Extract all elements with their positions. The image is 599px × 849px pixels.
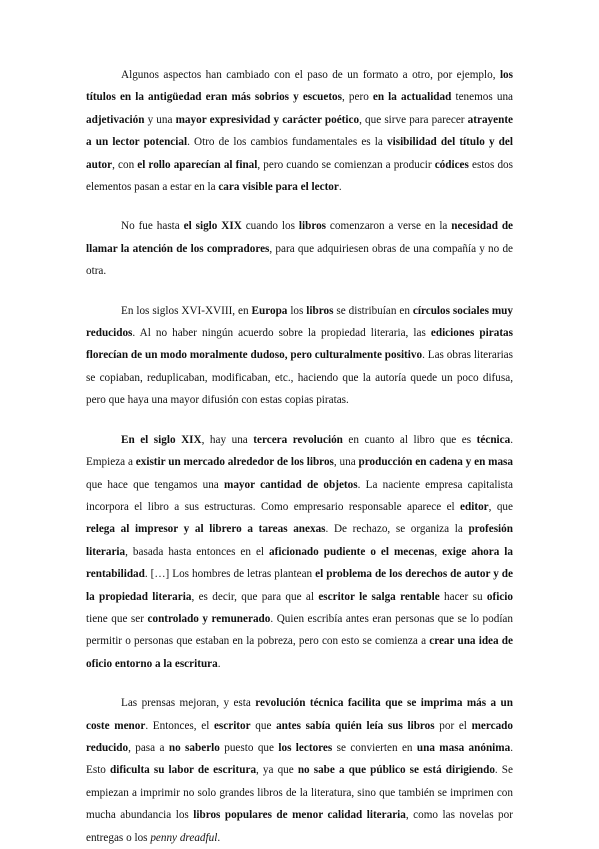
text-run: . De rechazo, se organiza la xyxy=(325,523,469,536)
bold-text: técnica xyxy=(476,433,511,446)
text-run: cuando los xyxy=(241,220,299,233)
bold-text: escritor le salga rentable xyxy=(318,590,440,603)
text-run: . xyxy=(338,181,342,194)
bold-text: tercera revolución xyxy=(253,433,343,446)
text-run: . xyxy=(217,831,221,844)
bold-text: antes sabía quién leía sus libros xyxy=(276,719,435,732)
text-run: que hace que tengamos una xyxy=(86,478,224,491)
italic-text: penny dreadful xyxy=(150,831,218,844)
bold-text: oficio xyxy=(486,590,513,603)
bold-text: los lectores xyxy=(278,741,333,754)
text-run: , ya que xyxy=(256,764,298,777)
text-run: en cuanto al libro que es xyxy=(342,433,477,446)
bold-text: existir un mercado alrededor de los libros xyxy=(135,456,334,469)
paragraph-4 xyxy=(86,429,513,675)
bold-text: ediciones piratas florecían de un modo moralmente dudoso, pero culturalmente positivo xyxy=(86,327,513,362)
paragraph-1 xyxy=(86,64,513,198)
bold-text: atrayente a un lector potencial xyxy=(86,113,514,149)
text-run: Las prensas mejoran, y esta xyxy=(121,697,256,710)
text-run: , que sirve para parecer xyxy=(359,113,468,126)
text-run: estos dos elementos pasan a estar en la xyxy=(86,158,514,194)
text-run: . Otro de los cambios fundamentales es la xyxy=(187,136,388,149)
bold-text: el siglo XIX xyxy=(183,220,242,233)
text-run: los xyxy=(287,304,307,317)
bold-text: libros populares de menor calidad literaria xyxy=(193,809,406,822)
text-run: , xyxy=(434,545,443,558)
text-run: por el xyxy=(434,719,472,732)
bold-text: el problema de los derechos de autor y de la propiedad literaria xyxy=(86,568,513,603)
text-run: . Las obras literarias se copiaban, reduplicaban, modificaban, etc., haciendo que la autoría quede un poco difusa, pero que haya una mayor difusión con estas copias piratas. xyxy=(86,349,513,407)
text-run: . Empieza a xyxy=(86,433,513,469)
bold-text: dificulta su labor de escritura xyxy=(109,764,257,777)
text-run: , es decir, que para que al xyxy=(191,590,319,603)
bold-text: Europa xyxy=(251,304,288,317)
text-run: . Esto xyxy=(86,741,513,777)
text-run: se convierten en xyxy=(332,741,417,754)
bold-text: mayor cantidad de objetos xyxy=(224,478,358,491)
text-run: . Se empiezan a imprimir no solo grandes libros de la literatura, sino que también se imprimen con mucha abundancia los xyxy=(86,764,513,822)
text-run: que xyxy=(250,719,277,732)
text-run: Algunos aspectos han cambiado con el paso de un formato a otro, por ejemplo, xyxy=(121,69,500,81)
paragraph-3 xyxy=(86,300,513,412)
bold-text: escritor xyxy=(213,719,251,732)
bold-text: controlado y remunerado xyxy=(147,612,271,625)
text-run: , como las novelas por entregas o los xyxy=(86,809,513,844)
text-run: , pero xyxy=(342,91,373,104)
bold-text: visibilidad del título y del autor xyxy=(86,136,513,171)
paragraph-2 xyxy=(86,215,513,282)
text-run: . Entonces, el xyxy=(145,719,214,732)
text-run: , hay una xyxy=(201,433,254,446)
bold-text: los títulos en la antigüedad eran más sobrios y escuetos xyxy=(86,69,513,104)
text-run: . Al no haber ningún acuerdo sobre la propiedad literaria, las xyxy=(132,327,431,340)
bold-text: relega al impresor y al librero a tareas anexas xyxy=(86,523,326,536)
text-run: puesto que xyxy=(219,741,279,754)
bold-text: códices xyxy=(434,158,469,171)
text-run: , basada hasta entonces en el xyxy=(125,545,270,558)
text-run: tenemos una xyxy=(451,91,514,104)
text-run: se distribuían en xyxy=(333,304,413,317)
text-run: hacer su xyxy=(439,590,487,603)
text-run: . Quien escribía antes eran personas que se lo podían permitir o personas que estaban en la pobreza, pero con esto se comienza a xyxy=(86,612,513,648)
bold-text: círculos sociales muy reducidos xyxy=(86,304,513,340)
bold-text: libros xyxy=(298,220,327,233)
bold-text: libros xyxy=(306,304,334,317)
bold-text: adjetivación xyxy=(86,113,145,126)
text-run: , pasa a xyxy=(128,741,169,754)
text-run: , una xyxy=(333,456,359,469)
bold-text: crear una idea de oficio entorno a la escritura xyxy=(86,635,513,670)
bold-text: no sabe a que público se está dirigiendo xyxy=(297,764,495,777)
bold-text: exige ahora la rentabilidad xyxy=(86,545,514,581)
bold-text: profesión literaria xyxy=(86,523,513,558)
bold-text: cara visible para el lector xyxy=(218,181,339,194)
text-run: , con xyxy=(112,158,138,171)
text-run: y una xyxy=(144,113,176,126)
text-run: , pero cuando se comienzan a producir xyxy=(257,158,435,171)
bold-text: necesidad de llamar la atención de los compradores xyxy=(86,220,514,255)
bold-text: editor xyxy=(460,500,489,513)
text-run: En los siglos XVI-XVIII, en xyxy=(121,304,252,317)
paragraph-5 xyxy=(86,692,513,849)
bold-text: en la actualidad xyxy=(372,91,452,104)
bold-text: revolución técnica facilita que se imprima más a un coste menor xyxy=(86,697,514,732)
text-run: . La naciente empresa capitalista incorpora el libro a sus estructuras. Como empresario responsable aparece el xyxy=(86,478,514,513)
body-text xyxy=(86,64,513,849)
text-run: tiene que ser xyxy=(86,612,148,625)
text-run: . xyxy=(217,657,221,670)
bold-text: aficionado pudiente o el mecenas xyxy=(269,545,435,558)
bold-text: En el siglo XIX xyxy=(121,433,202,446)
bold-text: no saberlo xyxy=(168,741,220,754)
text-run: . […] Los hombres de letras plantean xyxy=(144,568,316,581)
text-run: , que xyxy=(488,500,513,513)
bold-text: el rollo aparecían al final xyxy=(137,158,258,171)
text-run: , para que adquiriesen obras de una compañía y no de otra. xyxy=(86,242,514,278)
text-run: No fue hasta xyxy=(121,220,184,233)
bold-text: una masa anónima xyxy=(416,741,511,754)
bold-text: mercado reducido xyxy=(86,719,513,754)
bold-text: mayor expresividad y carácter poético xyxy=(175,113,360,126)
text-run: comenzaron a verse en la xyxy=(326,220,452,233)
bold-text: producción en cadena y en masa xyxy=(358,456,513,469)
